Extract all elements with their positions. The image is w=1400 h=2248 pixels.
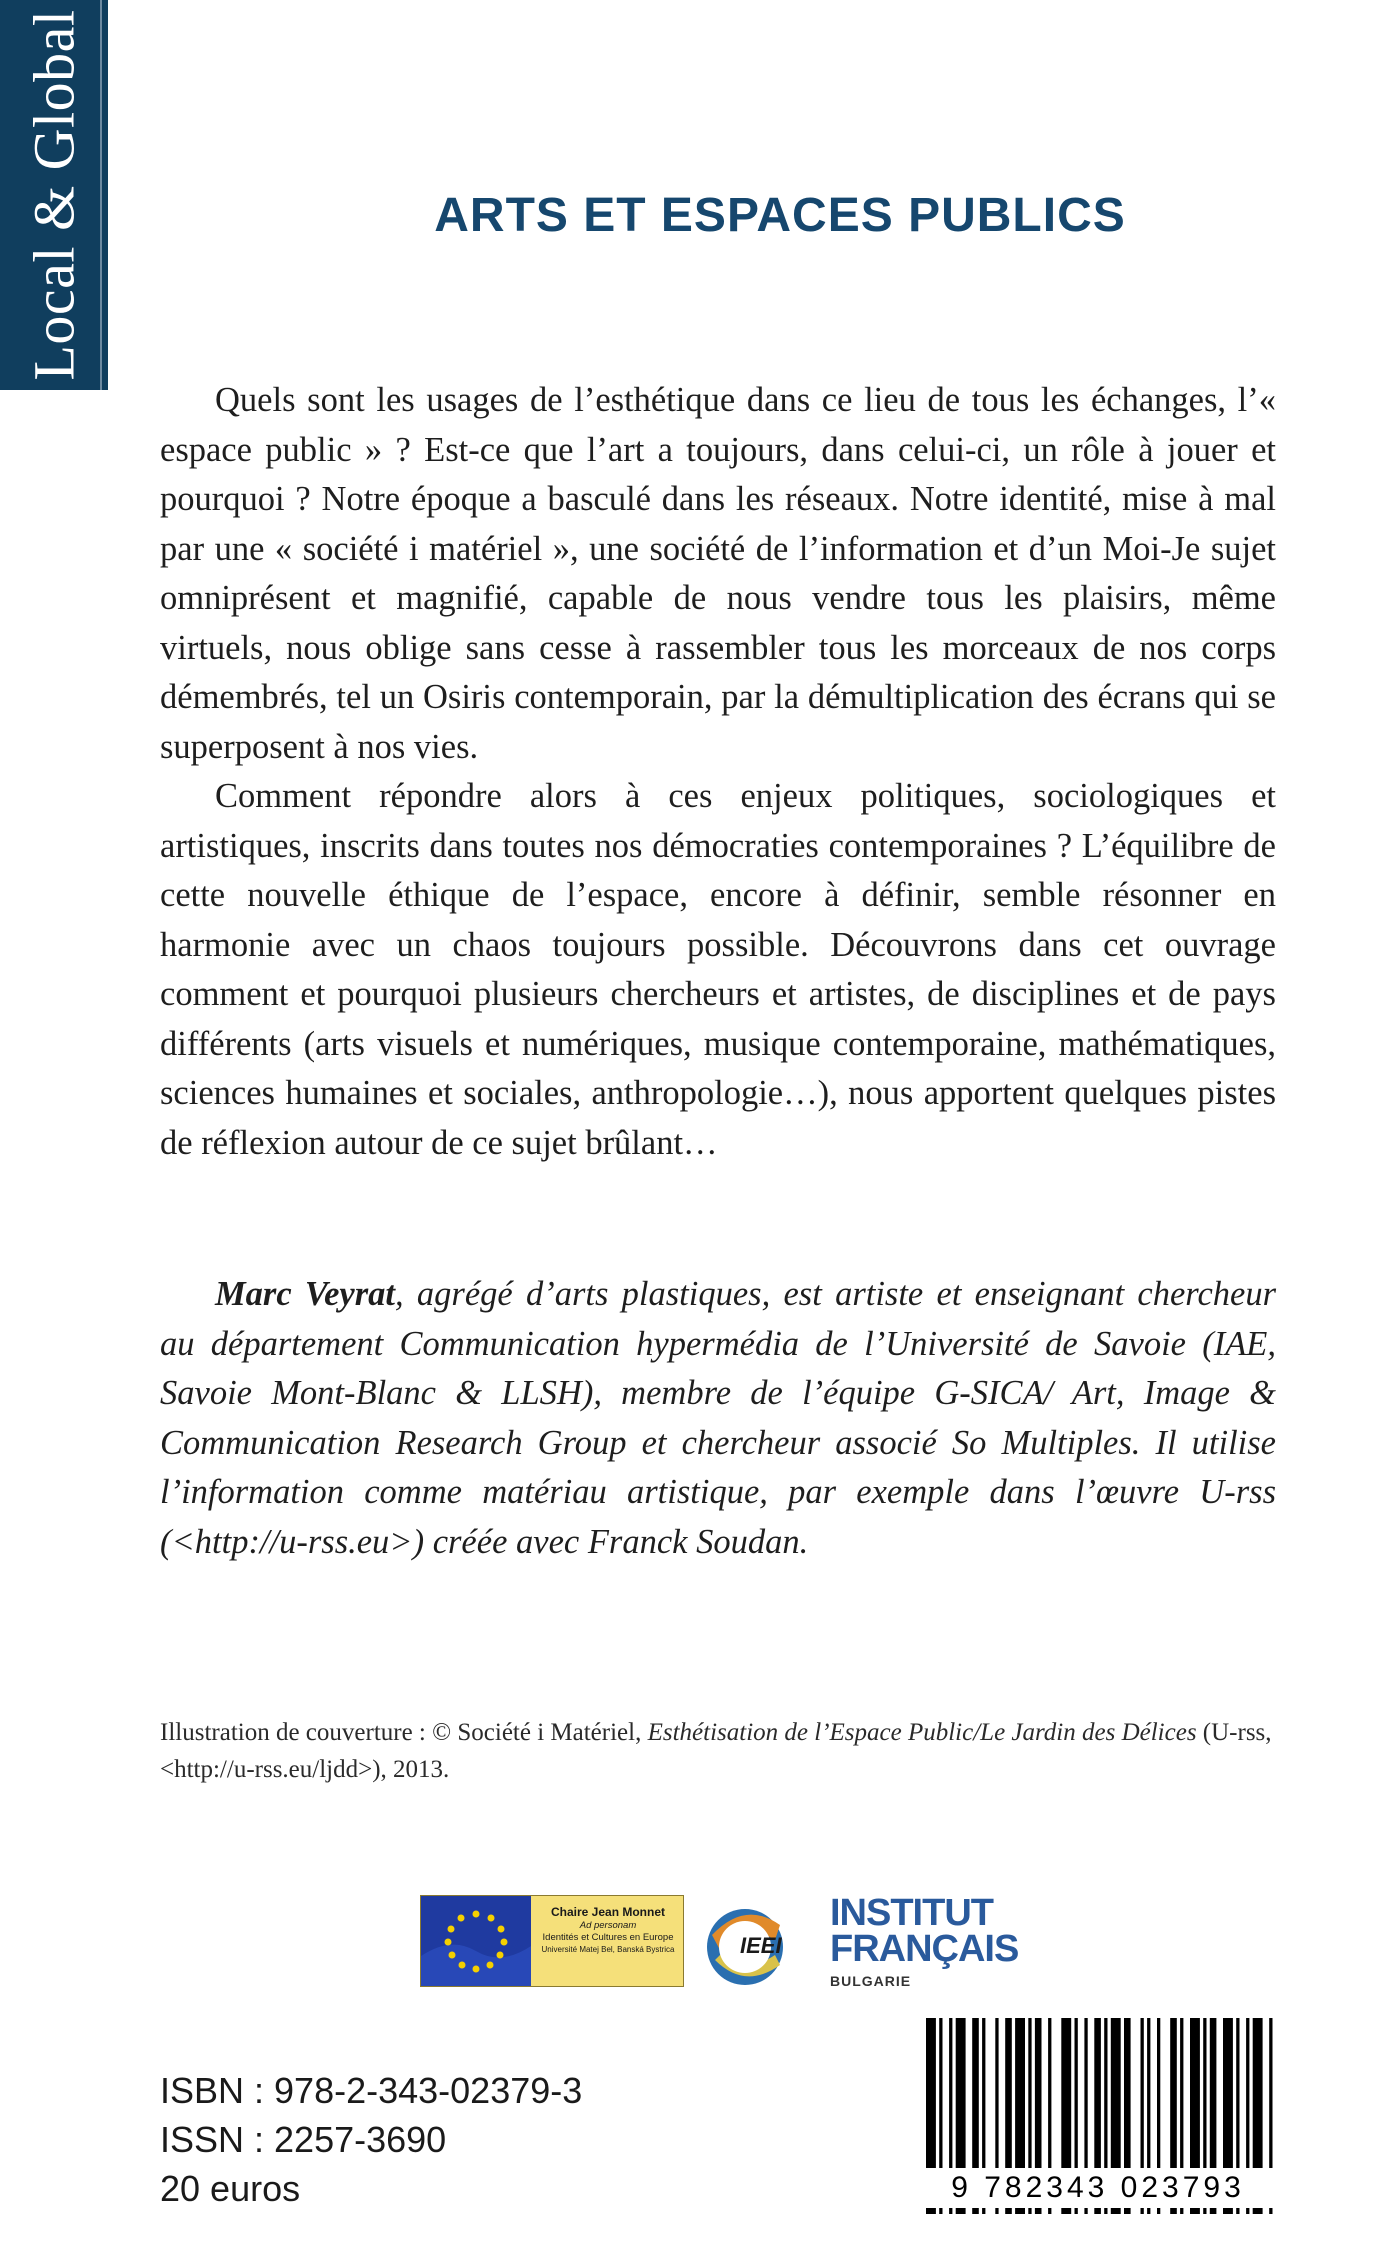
author-bio (160, 1270, 1276, 1567)
issn: ISSN : 2257-3690 (160, 2119, 447, 2160)
blurb-paragraph-2: Comment répondre alors à ces enjeux politiques, sociologiques et artistiques, inscrits dans toutes nos démocraties contemporaines ? L’équilibre de cette nouvelle éthique de l’espace, encore à définir, semble résonner en harmonie avec un chaos toujours possible. Découvrons dans cet ouvrage comment et pourquoi plusieurs chercheurs et artistes, de disciplines et de pays différents (arts visuels et numériques, musique contemporaine, mathématiques, sciences humaines et sociales, anthropologie…), nous apportent quelques pistes de réflexion autour de ce sujet brûlant… (160, 777, 1276, 1162)
author-bio-text: , agrégé d’arts plastiques, est artiste et enseignant chercheur au département Communication hypermédia de l’Université de Savoie (IAE, Savoie Mont-Blanc & LLSH), membre de l’équipe G-SICA/ Art, Image & Communication Research Group et chercheur associé So Multiples. Il utilise l’information comme matériau artistique, par exemple dans l’œuvre U-rss (<http://u-rss.eu>) créée avec Franck Soudan. (160, 1275, 1276, 1561)
book-title: ARTS ET ESPACES PUBLICS (434, 189, 1126, 242)
eu-flag-icon (421, 1896, 531, 1986)
jean-monnet-line2: Identités et Cultures en Europe (542, 1932, 674, 1943)
publication-info (160, 2066, 582, 2213)
ieei-logo (700, 1895, 820, 1995)
price: 20 euros (160, 2168, 301, 2209)
isbn: ISBN : 978-2-343-02379-3 (160, 2070, 583, 2111)
barcode-digits: 9 782343 023793 (918, 2168, 1278, 2208)
institut-line2: FRANÇAIS (830, 1928, 1019, 1970)
credit-work-title: Esthétisation de l’Espace Public/Le Jardin des Délices (647, 1719, 1197, 1746)
institut-line3: BULGARIE (830, 1973, 912, 1989)
series-name: Local & Global (21, 9, 87, 381)
jean-monnet-title: Chaire Jean Monnet (550, 1905, 666, 1919)
institut-line1: INSTITUT (830, 1892, 993, 1934)
credit-prefix: Illustration de couverture : © Société i Matériel, (160, 1719, 648, 1746)
institut-francais-logo (830, 1892, 1020, 2005)
jean-monnet-text (537, 1906, 679, 1956)
blurb (160, 376, 1276, 1168)
cover-credit (160, 1714, 1276, 1788)
jean-monnet-line3: Université Matej Bel, Banská Bystrica (541, 1945, 675, 1954)
blurb-paragraph-1: Quels sont les usages de l’esthétique dans ce lieu de tous les échanges, l’« espace public » ? Est-ce que l’art a toujours, dans celui-ci, un rôle à jouer et pourquoi ? Notre époque a basculé dans les réseaux. Notre identité, mise à mal par une « société i matériel », une société de l’information et d’un Moi-Je sujet omniprésent et magnifié, capable de nous vendre tous les plaisirs, même virtuels, nous oblige sans cesse à rassembler tous les morceaux de nos corps démembrés, tel un Osiris contemporain, par la démultiplication des écrans qui se superposent à nos vies. (160, 381, 1276, 766)
ieei-label: IEEI (740, 1933, 782, 1958)
jean-monnet-logo (420, 1895, 684, 1987)
author-name: Marc Veyrat (215, 1275, 396, 1313)
credit-suffix: (U-rss, <http://u-rss.eu/ljdd>), 2013. (160, 1719, 1272, 1783)
jean-monnet-line1: Ad personam (579, 1920, 637, 1931)
partner-logos (420, 1892, 1020, 2015)
